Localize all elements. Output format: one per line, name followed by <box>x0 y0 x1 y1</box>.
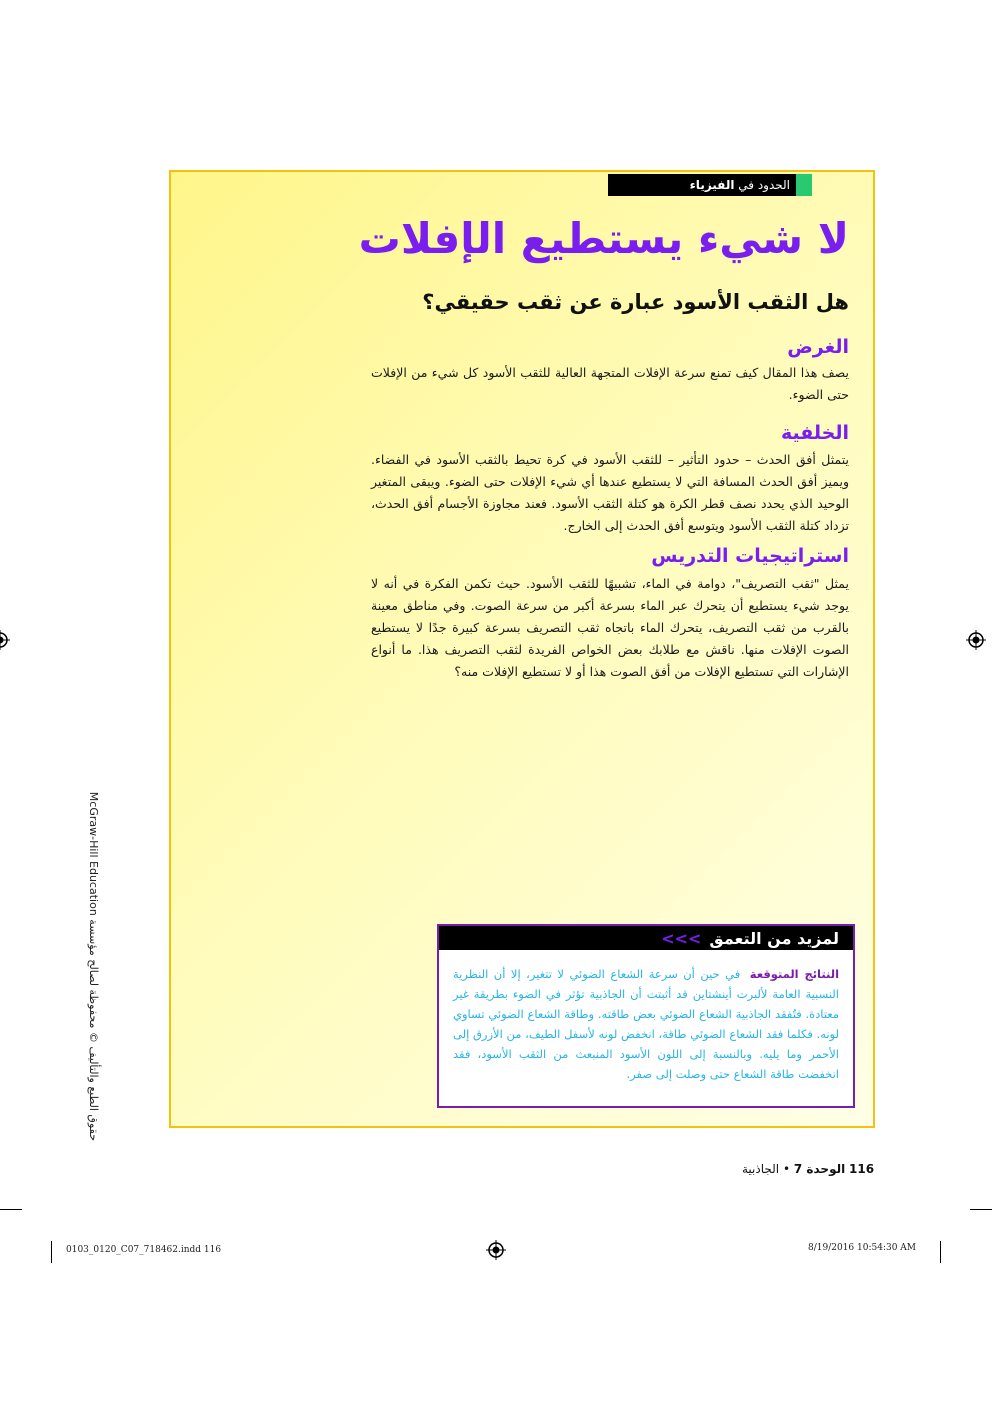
deep-dive-heading: لمزيد من التعمق <box>709 928 839 948</box>
section-label <box>690 178 792 192</box>
section-text-strategies: يمثل "ثقب التصريف"، دوامة في الماء، تشبيهًا للثقب الأسود. حيث تكمن الفكرة في أنه لا يوجد شيء يستطيع أن يتحرك عبر الماء بسرعة أكبر من سرعة الصوت. وفي مناطق معينة بالقرب من ثقب التصريف، يتحرك الماء باتجاه ثقب التصريف بسرعة كبيرة جدًا لا يستطيع الصوت الإفلات منها. ناقش مع طلابك بعض الخواص الفريدة لثقب التصريف هذا. ما أنواع الإشارات التي تستطيع الإفلات من أفق الصوت هذا أو لا تستطيع الإفلات منه؟ <box>371 576 849 679</box>
deep-dive-body <box>439 950 853 1084</box>
slug-filename: 0103_0120_C07_718462.indd 116 <box>66 1245 222 1255</box>
arrows-icon: >>> <box>661 928 702 948</box>
section-heading-background: الخلفية <box>780 422 849 444</box>
registration-mark-icon <box>966 630 986 650</box>
page-footer <box>742 1162 884 1176</box>
copyright-sidebar: حقوق الطبع والتأليف © محفوظة لصالح مؤسسة McGraw-Hill Education <box>87 791 100 1141</box>
section-heading-purpose: الغرض <box>787 336 849 358</box>
crop-mark <box>0 1209 22 1210</box>
footer-chapter: الجاذبية <box>742 1162 780 1176</box>
deep-dive-lead: النتائج المتوقعة <box>749 967 840 981</box>
deep-dive-text: في حين أن سرعة الشعاع الضوئي لا تتغير، إلا أن النظرية النسبية العامة لألبرت أينشتاين قد أثبتت أن الجاذبية تؤثر في الضوء بطريقة غير معتادة. فتُفقد الجاذبية الشعاع الضوئي بعض طاقته. وطاقة الشعاع الضوئي تساوي لونه. فكلما فقد الشعاع الضوئي طاقة، انخفض لونه لأسفل الطيف، من الأزرق إلى الأحمر وما يليه. وبالنسبة إلى اللون الأسود المنبعث من الثقب الأسود، فقد انخفضت طاقة الشعاع حتى وصلت إلى صفر. <box>453 967 839 1081</box>
registration-mark-icon <box>486 1240 506 1260</box>
page-subtitle: هل الثقب الأسود عبارة عن ثقب حقيقي؟ <box>422 290 849 314</box>
crop-mark <box>970 1209 992 1210</box>
crop-mark <box>940 1241 941 1263</box>
section-heading-strategies: استراتيجيات التدريس <box>651 545 849 567</box>
footer-unit: الوحدة 7 <box>793 1162 846 1176</box>
deep-dive-header <box>439 926 853 950</box>
page-number: 116 <box>849 1162 875 1176</box>
deep-dive-box <box>437 924 855 1108</box>
registration-mark-icon <box>0 630 10 650</box>
section-label-bar <box>608 174 812 196</box>
green-tab <box>796 174 812 196</box>
page-title: لا شيء يستطيع الإفلات <box>358 214 849 263</box>
section-text-purpose: يصف هذا المقال كيف تمنع سرعة الإفلات المتجهة العالية للثقب الأسود كل شيء من الإفلات حتى الضوء. <box>371 365 849 402</box>
section-label-subject: الفيزياء <box>689 178 735 192</box>
footer-bullet: • <box>782 1162 791 1176</box>
section-label-prefix: الحدود في <box>738 178 790 192</box>
crop-mark <box>51 1241 52 1263</box>
section-text-background: يتمثل أفق الحدث – حدود التأثير – للثقب الأسود في كرة تحيط بالثقب الأسود في الفضاء. ويميز أفق الحدث المسافة التي لا يستطيع عندها أي شيء الإفلات حتى الضوء. ويبقى المتغير الوحيد الذي يحدد نصف قطر الكرة هو كتلة الثقب الأسود. فعند مجاوزة الأجسام أفق الحدث، تزداد كتلة الثقب الأسود ويتوسع أفق الحدث إلى الخارج. <box>371 452 849 533</box>
feature-panel <box>169 170 875 1128</box>
slug-datetime: 8/19/2016 10:54:30 AM <box>808 1243 917 1253</box>
